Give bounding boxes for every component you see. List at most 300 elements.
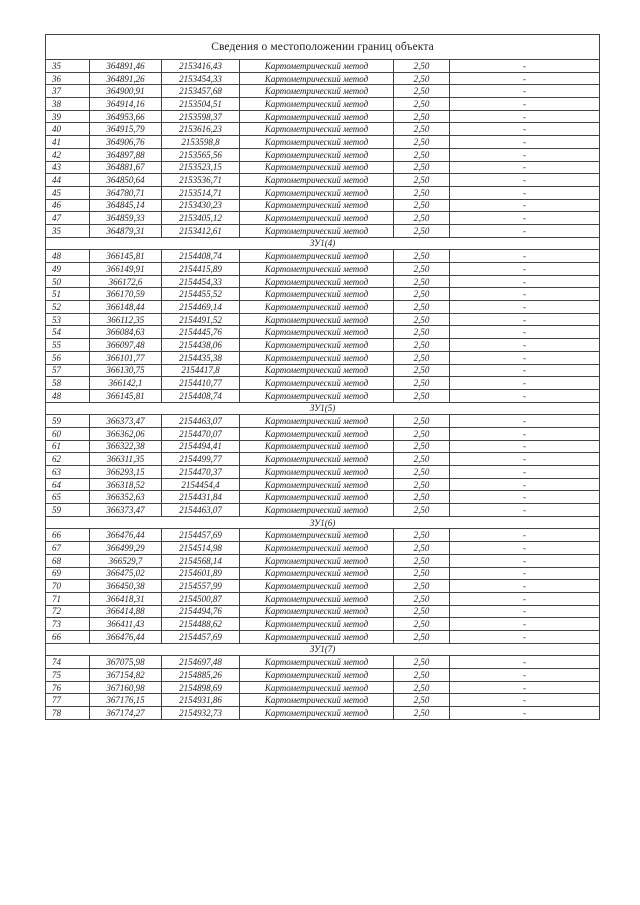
method-cell: Картометрический метод xyxy=(240,224,394,237)
table-row xyxy=(46,580,600,593)
accuracy-cell: 2,50 xyxy=(394,681,450,694)
section-label: ЗУ1(6) xyxy=(46,516,600,529)
y-coordinate-cell: 2154568,14 xyxy=(162,554,240,567)
document-page xyxy=(45,34,599,720)
table-body xyxy=(46,35,600,720)
y-coordinate-cell: 2153598,37 xyxy=(162,110,240,123)
description-cell: - xyxy=(450,491,600,504)
y-coordinate-cell: 2153454,33 xyxy=(162,72,240,85)
x-coordinate-cell: 367174,27 xyxy=(90,707,162,720)
point-number-cell: 52 xyxy=(46,301,90,314)
point-number-cell: 70 xyxy=(46,580,90,593)
table-row xyxy=(46,301,600,314)
x-coordinate-cell: 367176,15 xyxy=(90,694,162,707)
method-cell: Картометрический метод xyxy=(240,250,394,263)
table-row xyxy=(46,630,600,643)
table-row xyxy=(46,427,600,440)
x-coordinate-cell: 364879,31 xyxy=(90,224,162,237)
accuracy-cell: 2,50 xyxy=(394,136,450,149)
point-number-cell: 77 xyxy=(46,694,90,707)
accuracy-cell: 2,50 xyxy=(394,618,450,631)
table-row xyxy=(46,351,600,364)
method-cell: Картометрический метод xyxy=(240,85,394,98)
table-row xyxy=(46,98,600,111)
y-coordinate-cell: 2153565,56 xyxy=(162,148,240,161)
table-row xyxy=(46,85,600,98)
description-cell: - xyxy=(450,389,600,402)
y-coordinate-cell: 2154454,4 xyxy=(162,478,240,491)
y-coordinate-cell: 2154417,8 xyxy=(162,364,240,377)
table-row xyxy=(46,72,600,85)
method-cell: Картометрический метод xyxy=(240,288,394,301)
description-cell: - xyxy=(450,174,600,187)
section-label: ЗУ1(5) xyxy=(46,402,600,415)
description-cell: - xyxy=(450,313,600,326)
x-coordinate-cell: 364845,14 xyxy=(90,199,162,212)
accuracy-cell: 2,50 xyxy=(394,186,450,199)
table-row xyxy=(46,592,600,605)
method-cell: Картометрический метод xyxy=(240,123,394,136)
method-cell: Картометрический метод xyxy=(240,313,394,326)
method-cell: Картометрический метод xyxy=(240,161,394,174)
x-coordinate-cell: 364906,76 xyxy=(90,136,162,149)
x-coordinate-cell: 366476,44 xyxy=(90,630,162,643)
point-number-cell: 36 xyxy=(46,72,90,85)
table-row xyxy=(46,707,600,720)
table-row xyxy=(46,224,600,237)
point-number-cell: 66 xyxy=(46,529,90,542)
table-row xyxy=(46,478,600,491)
description-cell: - xyxy=(450,110,600,123)
method-cell: Картометрический метод xyxy=(240,478,394,491)
description-cell: - xyxy=(450,466,600,479)
point-number-cell: 42 xyxy=(46,148,90,161)
method-cell: Картометрический метод xyxy=(240,605,394,618)
x-coordinate-cell: 366318,52 xyxy=(90,478,162,491)
method-cell: Картометрический метод xyxy=(240,694,394,707)
table-row xyxy=(46,313,600,326)
accuracy-cell: 2,50 xyxy=(394,250,450,263)
table-row xyxy=(46,542,600,555)
description-cell: - xyxy=(450,427,600,440)
method-cell: Картометрический метод xyxy=(240,136,394,149)
x-coordinate-cell: 364914,16 xyxy=(90,98,162,111)
y-coordinate-cell: 2154408,74 xyxy=(162,250,240,263)
table-row xyxy=(46,618,600,631)
method-cell: Картометрический метод xyxy=(240,98,394,111)
x-coordinate-cell: 366097,48 xyxy=(90,339,162,352)
description-cell: - xyxy=(450,275,600,288)
table-row xyxy=(46,669,600,682)
description-cell: - xyxy=(450,580,600,593)
x-coordinate-cell: 364900,91 xyxy=(90,85,162,98)
table-row xyxy=(46,364,600,377)
x-coordinate-cell: 366373,47 xyxy=(90,504,162,517)
accuracy-cell: 2,50 xyxy=(394,453,450,466)
description-cell: - xyxy=(450,364,600,377)
description-cell: - xyxy=(450,694,600,707)
x-coordinate-cell: 364891,26 xyxy=(90,72,162,85)
y-coordinate-cell: 2154415,89 xyxy=(162,263,240,276)
y-coordinate-cell: 2154455,52 xyxy=(162,288,240,301)
method-cell: Картометрический метод xyxy=(240,351,394,364)
x-coordinate-cell: 366112,35 xyxy=(90,313,162,326)
method-cell: Картометрический метод xyxy=(240,491,394,504)
y-coordinate-cell: 2154601,89 xyxy=(162,567,240,580)
method-cell: Картометрический метод xyxy=(240,466,394,479)
x-coordinate-cell: 364915,79 xyxy=(90,123,162,136)
y-coordinate-cell: 2153616,23 xyxy=(162,123,240,136)
accuracy-cell: 2,50 xyxy=(394,466,450,479)
table-row xyxy=(46,554,600,567)
description-cell: - xyxy=(450,326,600,339)
table-row xyxy=(46,161,600,174)
description-cell: - xyxy=(450,85,600,98)
point-number-cell: 44 xyxy=(46,174,90,187)
accuracy-cell: 2,50 xyxy=(394,415,450,428)
description-cell: - xyxy=(450,567,600,580)
x-coordinate-cell: 366084,63 xyxy=(90,326,162,339)
section-row xyxy=(46,402,600,415)
description-cell: - xyxy=(450,199,600,212)
y-coordinate-cell: 2153504,51 xyxy=(162,98,240,111)
method-cell: Картометрический метод xyxy=(240,72,394,85)
point-number-cell: 54 xyxy=(46,326,90,339)
y-coordinate-cell: 2153405,12 xyxy=(162,212,240,225)
section-row xyxy=(46,516,600,529)
description-cell: - xyxy=(450,212,600,225)
accuracy-cell: 2,50 xyxy=(394,123,450,136)
table-row xyxy=(46,263,600,276)
y-coordinate-cell: 2154463,07 xyxy=(162,504,240,517)
method-cell: Картометрический метод xyxy=(240,186,394,199)
x-coordinate-cell: 366101,77 xyxy=(90,351,162,364)
x-coordinate-cell: 367075,98 xyxy=(90,656,162,669)
description-cell: - xyxy=(450,618,600,631)
accuracy-cell: 2,50 xyxy=(394,669,450,682)
y-coordinate-cell: 2154500,87 xyxy=(162,592,240,605)
point-number-cell: 59 xyxy=(46,415,90,428)
method-cell: Картометрический метод xyxy=(240,212,394,225)
x-coordinate-cell: 366414,88 xyxy=(90,605,162,618)
point-number-cell: 56 xyxy=(46,351,90,364)
y-coordinate-cell: 2154557,99 xyxy=(162,580,240,593)
x-coordinate-cell: 366170,59 xyxy=(90,288,162,301)
method-cell: Картометрический метод xyxy=(240,389,394,402)
description-cell: - xyxy=(450,707,600,720)
description-cell: - xyxy=(450,72,600,85)
table-row xyxy=(46,174,600,187)
table-row xyxy=(46,110,600,123)
y-coordinate-cell: 2154470,37 xyxy=(162,466,240,479)
table-row xyxy=(46,288,600,301)
method-cell: Картометрический метод xyxy=(240,567,394,580)
x-coordinate-cell: 366145,81 xyxy=(90,250,162,263)
y-coordinate-cell: 2153514,71 xyxy=(162,186,240,199)
point-number-cell: 60 xyxy=(46,427,90,440)
method-cell: Картометрический метод xyxy=(240,681,394,694)
y-coordinate-cell: 2154499,77 xyxy=(162,453,240,466)
x-coordinate-cell: 364953,66 xyxy=(90,110,162,123)
description-cell: - xyxy=(450,529,600,542)
method-cell: Картометрический метод xyxy=(240,504,394,517)
table-title-row xyxy=(46,35,600,60)
accuracy-cell: 2,50 xyxy=(394,542,450,555)
x-coordinate-cell: 364891,46 xyxy=(90,60,162,73)
accuracy-cell: 2,50 xyxy=(394,161,450,174)
accuracy-cell: 2,50 xyxy=(394,301,450,314)
point-number-cell: 35 xyxy=(46,60,90,73)
description-cell: - xyxy=(450,301,600,314)
accuracy-cell: 2,50 xyxy=(394,707,450,720)
x-coordinate-cell: 366529,7 xyxy=(90,554,162,567)
y-coordinate-cell: 2154488,62 xyxy=(162,618,240,631)
y-coordinate-cell: 2153536,71 xyxy=(162,174,240,187)
point-number-cell: 46 xyxy=(46,199,90,212)
x-coordinate-cell: 364897,88 xyxy=(90,148,162,161)
accuracy-cell: 2,50 xyxy=(394,326,450,339)
table-row xyxy=(46,326,600,339)
description-cell: - xyxy=(450,592,600,605)
y-coordinate-cell: 2153523,15 xyxy=(162,161,240,174)
method-cell: Картометрический метод xyxy=(240,453,394,466)
description-cell: - xyxy=(450,224,600,237)
y-coordinate-cell: 2154463,07 xyxy=(162,415,240,428)
accuracy-cell: 2,50 xyxy=(394,263,450,276)
x-coordinate-cell: 366476,44 xyxy=(90,529,162,542)
y-coordinate-cell: 2154408,74 xyxy=(162,389,240,402)
method-cell: Картометрический метод xyxy=(240,580,394,593)
y-coordinate-cell: 2154410,77 xyxy=(162,377,240,390)
section-label: ЗУ1(4) xyxy=(46,237,600,250)
y-coordinate-cell: 2154457,69 xyxy=(162,630,240,643)
description-cell: - xyxy=(450,669,600,682)
accuracy-cell: 2,50 xyxy=(394,364,450,377)
y-coordinate-cell: 2154494,41 xyxy=(162,440,240,453)
method-cell: Картометрический метод xyxy=(240,592,394,605)
section-row xyxy=(46,237,600,250)
point-number-cell: 55 xyxy=(46,339,90,352)
accuracy-cell: 2,50 xyxy=(394,605,450,618)
point-number-cell: 50 xyxy=(46,275,90,288)
point-number-cell: 65 xyxy=(46,491,90,504)
description-cell: - xyxy=(450,440,600,453)
x-coordinate-cell: 366362,06 xyxy=(90,427,162,440)
accuracy-cell: 2,50 xyxy=(394,504,450,517)
boundary-table xyxy=(45,34,600,720)
point-number-cell: 57 xyxy=(46,364,90,377)
description-cell: - xyxy=(450,98,600,111)
y-coordinate-cell: 2154435,38 xyxy=(162,351,240,364)
point-number-cell: 64 xyxy=(46,478,90,491)
x-coordinate-cell: 366411,43 xyxy=(90,618,162,631)
method-cell: Картометрический метод xyxy=(240,377,394,390)
method-cell: Картометрический метод xyxy=(240,618,394,631)
description-cell: - xyxy=(450,453,600,466)
description-cell: - xyxy=(450,656,600,669)
point-number-cell: 71 xyxy=(46,592,90,605)
description-cell: - xyxy=(450,339,600,352)
method-cell: Картометрический метод xyxy=(240,60,394,73)
x-coordinate-cell: 366418,31 xyxy=(90,592,162,605)
table-row xyxy=(46,339,600,352)
table-row xyxy=(46,453,600,466)
description-cell: - xyxy=(450,478,600,491)
point-number-cell: 37 xyxy=(46,85,90,98)
point-number-cell: 48 xyxy=(46,389,90,402)
y-coordinate-cell: 2154514,98 xyxy=(162,542,240,555)
point-number-cell: 75 xyxy=(46,669,90,682)
point-number-cell: 49 xyxy=(46,263,90,276)
accuracy-cell: 2,50 xyxy=(394,60,450,73)
point-number-cell: 47 xyxy=(46,212,90,225)
table-row xyxy=(46,186,600,199)
point-number-cell: 43 xyxy=(46,161,90,174)
method-cell: Картометрический метод xyxy=(240,427,394,440)
point-number-cell: 38 xyxy=(46,98,90,111)
y-coordinate-cell: 2154931,86 xyxy=(162,694,240,707)
description-cell: - xyxy=(450,123,600,136)
accuracy-cell: 2,50 xyxy=(394,694,450,707)
description-cell: - xyxy=(450,263,600,276)
description-cell: - xyxy=(450,148,600,161)
point-number-cell: 66 xyxy=(46,630,90,643)
accuracy-cell: 2,50 xyxy=(394,72,450,85)
point-number-cell: 35 xyxy=(46,224,90,237)
section-row xyxy=(46,643,600,656)
accuracy-cell: 2,50 xyxy=(394,554,450,567)
description-cell: - xyxy=(450,681,600,694)
x-coordinate-cell: 366450,38 xyxy=(90,580,162,593)
point-number-cell: 72 xyxy=(46,605,90,618)
method-cell: Картометрический метод xyxy=(240,174,394,187)
point-number-cell: 39 xyxy=(46,110,90,123)
point-number-cell: 63 xyxy=(46,466,90,479)
x-coordinate-cell: 366130,75 xyxy=(90,364,162,377)
description-cell: - xyxy=(450,60,600,73)
table-row xyxy=(46,212,600,225)
method-cell: Картометрический метод xyxy=(240,630,394,643)
accuracy-cell: 2,50 xyxy=(394,224,450,237)
table-row xyxy=(46,275,600,288)
point-number-cell: 59 xyxy=(46,504,90,517)
point-number-cell: 40 xyxy=(46,123,90,136)
method-cell: Картометрический метод xyxy=(240,415,394,428)
point-number-cell: 61 xyxy=(46,440,90,453)
accuracy-cell: 2,50 xyxy=(394,288,450,301)
description-cell: - xyxy=(450,630,600,643)
method-cell: Картометрический метод xyxy=(240,440,394,453)
method-cell: Картометрический метод xyxy=(240,275,394,288)
table-row xyxy=(46,694,600,707)
description-cell: - xyxy=(450,554,600,567)
x-coordinate-cell: 366373,47 xyxy=(90,415,162,428)
description-cell: - xyxy=(450,161,600,174)
accuracy-cell: 2,50 xyxy=(394,567,450,580)
method-cell: Картометрический метод xyxy=(240,199,394,212)
x-coordinate-cell: 364780,71 xyxy=(90,186,162,199)
description-cell: - xyxy=(450,288,600,301)
method-cell: Картометрический метод xyxy=(240,326,394,339)
point-number-cell: 78 xyxy=(46,707,90,720)
point-number-cell: 45 xyxy=(46,186,90,199)
table-row xyxy=(46,123,600,136)
description-cell: - xyxy=(450,605,600,618)
accuracy-cell: 2,50 xyxy=(394,427,450,440)
table-row xyxy=(46,567,600,580)
accuracy-cell: 2,50 xyxy=(394,174,450,187)
accuracy-cell: 2,50 xyxy=(394,491,450,504)
description-cell: - xyxy=(450,136,600,149)
method-cell: Картометрический метод xyxy=(240,263,394,276)
point-number-cell: 74 xyxy=(46,656,90,669)
y-coordinate-cell: 2153430,23 xyxy=(162,199,240,212)
description-cell: - xyxy=(450,377,600,390)
accuracy-cell: 2,50 xyxy=(394,351,450,364)
y-coordinate-cell: 2154898,69 xyxy=(162,681,240,694)
y-coordinate-cell: 2154494,76 xyxy=(162,605,240,618)
y-coordinate-cell: 2154431,84 xyxy=(162,491,240,504)
point-number-cell: 73 xyxy=(46,618,90,631)
accuracy-cell: 2,50 xyxy=(394,389,450,402)
table-row xyxy=(46,504,600,517)
accuracy-cell: 2,50 xyxy=(394,339,450,352)
method-cell: Картометрический метод xyxy=(240,364,394,377)
x-coordinate-cell: 366499,29 xyxy=(90,542,162,555)
method-cell: Картометрический метод xyxy=(240,339,394,352)
table-row xyxy=(46,466,600,479)
x-coordinate-cell: 367160,98 xyxy=(90,681,162,694)
y-coordinate-cell: 2153412,61 xyxy=(162,224,240,237)
y-coordinate-cell: 2154438,06 xyxy=(162,339,240,352)
x-coordinate-cell: 366148,44 xyxy=(90,301,162,314)
accuracy-cell: 2,50 xyxy=(394,148,450,161)
description-cell: - xyxy=(450,351,600,364)
point-number-cell: 76 xyxy=(46,681,90,694)
y-coordinate-cell: 2154932,73 xyxy=(162,707,240,720)
x-coordinate-cell: 366149,91 xyxy=(90,263,162,276)
accuracy-cell: 2,50 xyxy=(394,529,450,542)
accuracy-cell: 2,50 xyxy=(394,199,450,212)
method-cell: Картометрический метод xyxy=(240,656,394,669)
x-coordinate-cell: 366322,38 xyxy=(90,440,162,453)
table-title: Сведения о местоположении границ объекта xyxy=(46,35,600,60)
y-coordinate-cell: 2153457,68 xyxy=(162,85,240,98)
point-number-cell: 41 xyxy=(46,136,90,149)
x-coordinate-cell: 364850,64 xyxy=(90,174,162,187)
y-coordinate-cell: 2154469,14 xyxy=(162,301,240,314)
table-row xyxy=(46,199,600,212)
table-row xyxy=(46,605,600,618)
method-cell: Картометрический метод xyxy=(240,707,394,720)
accuracy-cell: 2,50 xyxy=(394,275,450,288)
y-coordinate-cell: 2154885,26 xyxy=(162,669,240,682)
table-row xyxy=(46,389,600,402)
description-cell: - xyxy=(450,542,600,555)
point-number-cell: 51 xyxy=(46,288,90,301)
accuracy-cell: 2,50 xyxy=(394,630,450,643)
table-row xyxy=(46,681,600,694)
x-coordinate-cell: 366172,6 xyxy=(90,275,162,288)
point-number-cell: 58 xyxy=(46,377,90,390)
method-cell: Картометрический метод xyxy=(240,110,394,123)
table-row xyxy=(46,250,600,263)
accuracy-cell: 2,50 xyxy=(394,377,450,390)
x-coordinate-cell: 366352,63 xyxy=(90,491,162,504)
x-coordinate-cell: 366311,35 xyxy=(90,453,162,466)
accuracy-cell: 2,50 xyxy=(394,580,450,593)
table-row xyxy=(46,440,600,453)
